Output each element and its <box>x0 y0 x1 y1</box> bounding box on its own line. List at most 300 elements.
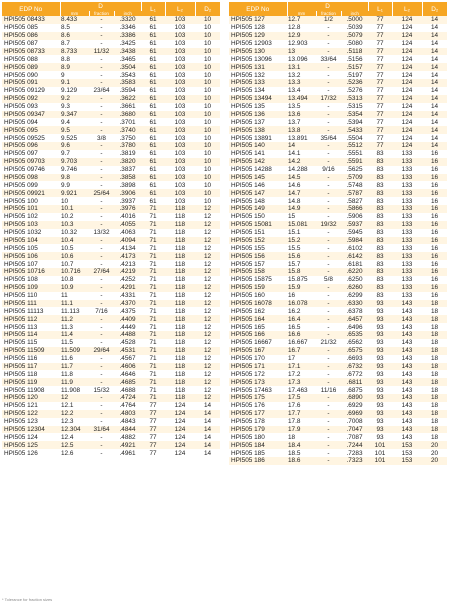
diameter-fraction-cell: - <box>89 118 114 126</box>
d2-cell: 10 <box>195 181 220 189</box>
l1-cell: 71 <box>141 300 165 308</box>
diameter-fraction-cell: - <box>316 402 341 410</box>
edp-number-cell: HPI505 11509 <box>2 347 60 355</box>
diameter-fraction-cell: - <box>89 16 114 24</box>
diameter-fraction-cell: - <box>89 221 114 229</box>
l1-cell: 93 <box>368 323 392 331</box>
table-row <box>2 370 220 378</box>
diameter-inch-cell: .5787 <box>341 189 368 197</box>
l2-cell: 124 <box>165 410 195 418</box>
diameter-mm-cell: 10.4 <box>60 237 89 245</box>
table-row <box>229 166 447 174</box>
d2-cell: 16 <box>422 189 447 197</box>
diameter-mm-cell: 9.6 <box>60 142 89 150</box>
table-row <box>229 95 447 103</box>
diameter-mm-cell: 11.7 <box>60 363 89 371</box>
d2-cell: 10 <box>195 87 220 95</box>
d2-cell: 14 <box>422 79 447 87</box>
l1-cell: 93 <box>368 339 392 347</box>
table-row <box>2 166 220 174</box>
d2-cell: 10 <box>195 189 220 197</box>
right-table-body <box>229 16 447 465</box>
l2-cell: 103 <box>165 134 195 142</box>
d2-cell: 14 <box>422 71 447 79</box>
l1-cell: 101 <box>368 441 392 449</box>
diameter-mm-cell: 8.733 <box>60 48 89 56</box>
diameter-inch-cell: .4882 <box>114 433 141 441</box>
diameter-inch-cell: .3976 <box>114 205 141 213</box>
diameter-mm-cell: 16.078 <box>287 300 316 308</box>
l1-cell: 83 <box>368 213 392 221</box>
l1-cell: 71 <box>141 260 165 268</box>
l2-cell: 124 <box>165 418 195 426</box>
diameter-mm-cell: 10.7 <box>60 260 89 268</box>
diameter-inch-cell: .6299 <box>341 292 368 300</box>
edp-number-cell: HPI505 09347 <box>2 111 60 119</box>
diameter-mm-cell: 13.6 <box>287 111 316 119</box>
l1-cell: 71 <box>141 378 165 386</box>
diameter-mm-cell: 17.7 <box>287 410 316 418</box>
edp-number-cell: HPI505 165 <box>229 323 287 331</box>
table-row <box>2 126 220 134</box>
diameter-mm-cell: 11.113 <box>60 307 89 315</box>
diameter-inch-cell: .3438 <box>114 48 141 56</box>
header-l2: L₂ <box>165 2 195 16</box>
l2-cell: 143 <box>392 410 422 418</box>
table-row <box>2 103 220 111</box>
edp-number-cell: HPI505 175 <box>229 394 287 402</box>
diameter-mm-cell: 16 <box>287 292 316 300</box>
diameter-inch-cell: .7047 <box>341 426 368 434</box>
l1-cell: 61 <box>141 103 165 111</box>
edp-number-cell: HPI505 146 <box>229 181 287 189</box>
d2-cell: 18 <box>422 347 447 355</box>
l2-cell: 103 <box>165 32 195 40</box>
diameter-mm-cell: 9.703 <box>60 158 89 166</box>
l1-cell: 61 <box>141 24 165 32</box>
diameter-fraction-cell: - <box>89 355 114 363</box>
l2-cell: 143 <box>392 402 422 410</box>
l1-cell: 71 <box>141 268 165 276</box>
l2-cell: 118 <box>165 244 195 252</box>
diameter-mm-cell: 9.9 <box>60 181 89 189</box>
l2-cell: 118 <box>165 268 195 276</box>
diameter-fraction-cell: - <box>316 158 341 166</box>
diameter-inch-cell: .5080 <box>341 40 368 48</box>
diameter-inch-cell: .6330 <box>341 300 368 308</box>
l2-cell: 124 <box>392 103 422 111</box>
diameter-fraction-cell: - <box>89 55 114 63</box>
d2-cell: 16 <box>422 205 447 213</box>
l2-cell: 118 <box>165 363 195 371</box>
d2-cell: 16 <box>422 292 447 300</box>
edp-number-cell: HPI505 155 <box>229 244 287 252</box>
l2-cell: 133 <box>392 166 422 174</box>
l1-cell: 77 <box>368 16 392 24</box>
diameter-inch-cell: .3701 <box>114 118 141 126</box>
diameter-fraction-cell: - <box>89 174 114 182</box>
diameter-mm-cell: 17.1 <box>287 363 316 371</box>
edp-number-cell: HPI505 096 <box>2 142 60 150</box>
l1-cell: 77 <box>368 24 392 32</box>
diameter-mm-cell: 12 <box>60 394 89 402</box>
diameter-mm-cell: 13.4 <box>287 87 316 95</box>
d2-cell: 10 <box>195 48 220 56</box>
table-row <box>2 441 220 449</box>
l1-cell: 71 <box>141 229 165 237</box>
diameter-inch-cell: .5866 <box>341 205 368 213</box>
diameter-mm-cell: 13.096 <box>287 55 316 63</box>
diameter-fraction-cell: - <box>89 181 114 189</box>
diameter-inch-cell: .4173 <box>114 252 141 260</box>
l2-cell: 103 <box>165 79 195 87</box>
table-row <box>2 189 220 197</box>
table-row <box>229 418 447 426</box>
diameter-inch-cell: .6181 <box>341 260 368 268</box>
diameter-fraction-cell: - <box>89 410 114 418</box>
l2-cell: 124 <box>392 126 422 134</box>
edp-number-cell: HPI505 128 <box>229 24 287 32</box>
diameter-inch-cell: .6732 <box>341 363 368 371</box>
edp-number-cell: HPI505 110 <box>2 292 60 300</box>
l1-cell: 83 <box>368 189 392 197</box>
diameter-fraction-cell: - <box>89 40 114 48</box>
l2-cell: 103 <box>165 55 195 63</box>
diameter-fraction-cell: - <box>316 441 341 449</box>
diameter-inch-cell: .3906 <box>114 189 141 197</box>
diameter-fraction-cell: - <box>316 150 341 158</box>
header-edp: EDP No <box>2 2 60 16</box>
diameter-fraction-cell: - <box>89 276 114 284</box>
d2-cell: 12 <box>195 394 220 402</box>
d2-cell: 12 <box>195 300 220 308</box>
diameter-inch-cell: .7323 <box>341 457 368 465</box>
l2-cell: 118 <box>165 378 195 386</box>
l1-cell: 71 <box>141 355 165 363</box>
diameter-mm-cell: 10.8 <box>60 276 89 284</box>
diameter-inch-cell: .4219 <box>114 268 141 276</box>
edp-number-cell: HPI505 124 <box>2 433 60 441</box>
diameter-mm-cell: 16.4 <box>287 315 316 323</box>
l2-cell: 124 <box>165 441 195 449</box>
edp-number-cell: HPI505 09129 <box>2 87 60 95</box>
diameter-fraction-cell: - <box>89 71 114 79</box>
l1-cell: 61 <box>141 55 165 63</box>
d2-cell: 12 <box>195 307 220 315</box>
diameter-mm-cell: 8.6 <box>60 32 89 40</box>
l1-cell: 77 <box>141 418 165 426</box>
table-row <box>2 111 220 119</box>
edp-number-cell: HPI505 170 <box>229 355 287 363</box>
edp-number-cell: HPI505 1032 <box>2 229 60 237</box>
d2-cell: 18 <box>422 300 447 308</box>
diameter-fraction-cell: - <box>316 237 341 245</box>
l2-cell: 118 <box>165 355 195 363</box>
l1-cell: 61 <box>141 79 165 87</box>
diameter-fraction-cell: 23/64 <box>89 87 114 95</box>
diameter-inch-cell: .7008 <box>341 418 368 426</box>
l1-cell: 77 <box>368 142 392 150</box>
l1-cell: 93 <box>368 370 392 378</box>
l2-cell: 133 <box>392 158 422 166</box>
l2-cell: 133 <box>392 260 422 268</box>
table-row <box>229 55 447 63</box>
diameter-fraction-cell: - <box>316 32 341 40</box>
diameter-inch-cell: .5000 <box>341 16 368 24</box>
l1-cell: 93 <box>368 394 392 402</box>
diameter-fraction-cell: - <box>89 331 114 339</box>
l1-cell: 93 <box>368 426 392 434</box>
l2-cell: 124 <box>392 118 422 126</box>
diameter-mm-cell: 15.875 <box>287 276 316 284</box>
d2-cell: 16 <box>422 260 447 268</box>
diameter-inch-cell: .4531 <box>114 347 141 355</box>
l1-cell: 77 <box>368 103 392 111</box>
diameter-mm-cell: 12.9 <box>287 32 316 40</box>
diameter-inch-cell: .7283 <box>341 449 368 457</box>
diameter-inch-cell: .6693 <box>341 355 368 363</box>
diameter-inch-cell: .6260 <box>341 284 368 292</box>
diameter-fraction-cell: 33/64 <box>316 55 341 63</box>
diameter-fraction-cell: - <box>89 79 114 87</box>
l2-cell: 103 <box>165 87 195 95</box>
l1-cell: 71 <box>141 386 165 394</box>
l2-cell: 103 <box>165 71 195 79</box>
l1-cell: 61 <box>141 166 165 174</box>
table-row <box>2 331 220 339</box>
table-row <box>2 205 220 213</box>
edp-number-cell: HPI505 16078 <box>229 300 287 308</box>
edp-number-cell: HPI505 134 <box>229 87 287 95</box>
d2-cell: 16 <box>422 213 447 221</box>
l1-cell: 83 <box>368 252 392 260</box>
edp-number-cell: HPI505 100 <box>2 197 60 205</box>
l2-cell: 103 <box>165 95 195 103</box>
diameter-fraction-cell: 31/64 <box>89 426 114 434</box>
diameter-fraction-cell: - <box>89 158 114 166</box>
diameter-fraction-cell: - <box>89 433 114 441</box>
diameter-mm-cell: 14.6 <box>287 181 316 189</box>
diameter-mm-cell: 17 <box>287 355 316 363</box>
table-row <box>2 252 220 260</box>
d2-cell: 14 <box>422 63 447 71</box>
edp-number-cell: HPI505 156 <box>229 252 287 260</box>
diameter-mm-cell: 8.5 <box>60 24 89 32</box>
diameter-inch-cell: .6250 <box>341 276 368 284</box>
diameter-fraction-cell: - <box>89 260 114 268</box>
d2-cell: 10 <box>195 55 220 63</box>
diameter-fraction-cell: 35/64 <box>316 134 341 142</box>
edp-number-cell: HPI505 176 <box>229 402 287 410</box>
d2-cell: 18 <box>422 418 447 426</box>
diameter-mm-cell: 13.891 <box>287 134 316 142</box>
diameter-mm-cell: 18.5 <box>287 449 316 457</box>
l1-cell: 61 <box>141 174 165 182</box>
edp-number-cell: HPI505 107 <box>2 260 60 268</box>
l2-cell: 133 <box>392 221 422 229</box>
diameter-inch-cell: .3465 <box>114 55 141 63</box>
diameter-inch-cell: .6142 <box>341 252 368 260</box>
l2-cell: 103 <box>165 40 195 48</box>
diameter-mm-cell: 11.3 <box>60 323 89 331</box>
edp-number-cell: HPI505 09703 <box>2 158 60 166</box>
diameter-fraction-cell: - <box>316 418 341 426</box>
table-row <box>2 237 220 245</box>
edp-number-cell: HPI505 166 <box>229 331 287 339</box>
table-row <box>229 229 447 237</box>
table-row <box>229 174 447 182</box>
table-row <box>2 418 220 426</box>
d2-cell: 12 <box>195 370 220 378</box>
diameter-inch-cell: .4844 <box>114 426 141 434</box>
d2-cell: 18 <box>422 410 447 418</box>
diameter-mm-cell: 14.5 <box>287 174 316 182</box>
header-d2: D₂ <box>195 2 220 16</box>
diameter-fraction-cell: - <box>89 142 114 150</box>
diameter-fraction-cell: - <box>316 213 341 221</box>
edp-number-cell: HPI505 177 <box>229 410 287 418</box>
l2-cell: 133 <box>392 252 422 260</box>
d2-cell: 12 <box>195 339 220 347</box>
table-row <box>2 40 220 48</box>
diameter-fraction-cell: 27/64 <box>89 268 114 276</box>
diameter-inch-cell: .5276 <box>341 87 368 95</box>
l2-cell: 133 <box>392 197 422 205</box>
header-fraction: fraction <box>89 11 114 16</box>
diameter-mm-cell: 8.9 <box>60 63 89 71</box>
d2-cell: 14 <box>422 48 447 56</box>
edp-number-cell: HPI505 17463 <box>229 386 287 394</box>
d2-cell: 16 <box>422 244 447 252</box>
right-size-table <box>229 2 447 465</box>
d2-cell: 18 <box>422 355 447 363</box>
l2-cell: 124 <box>392 24 422 32</box>
l1-cell: 83 <box>368 205 392 213</box>
diameter-fraction-cell: - <box>89 402 114 410</box>
diameter-inch-cell: .4488 <box>114 331 141 339</box>
l1-cell: 93 <box>368 378 392 386</box>
diameter-inch-cell: .7244 <box>341 441 368 449</box>
l2-cell: 124 <box>392 79 422 87</box>
diameter-inch-cell: .5156 <box>341 55 368 63</box>
diameter-inch-cell: .4606 <box>114 363 141 371</box>
d2-cell: 14 <box>422 16 447 24</box>
l2-cell: 133 <box>392 189 422 197</box>
l2-cell: 103 <box>165 16 195 24</box>
diameter-fraction-cell: - <box>316 197 341 205</box>
table-row <box>2 378 220 386</box>
l1-cell: 71 <box>141 307 165 315</box>
edp-number-cell: HPI505 142 <box>229 158 287 166</box>
d2-cell: 16 <box>422 158 447 166</box>
table-row <box>2 355 220 363</box>
edp-number-cell: HPI505 113 <box>2 323 60 331</box>
diameter-inch-cell: .6772 <box>341 370 368 378</box>
diameter-inch-cell: .5157 <box>341 63 368 71</box>
l1-cell: 93 <box>368 433 392 441</box>
diameter-inch-cell: .6875 <box>341 386 368 394</box>
table-row <box>229 315 447 323</box>
header-d2: D₂ <box>422 2 447 16</box>
diameter-mm-cell: 9.129 <box>60 87 89 95</box>
diameter-fraction-cell: 17/32 <box>316 95 341 103</box>
l1-cell: 93 <box>368 347 392 355</box>
table-row <box>2 48 220 56</box>
l1-cell: 83 <box>368 268 392 276</box>
table-row <box>229 402 447 410</box>
l2-cell: 124 <box>392 142 422 150</box>
diameter-mm-cell: 11.5 <box>60 339 89 347</box>
diameter-inch-cell: .4375 <box>114 307 141 315</box>
l2-cell: 133 <box>392 276 422 284</box>
table-row <box>229 347 447 355</box>
diameter-fraction-cell: - <box>89 394 114 402</box>
l1-cell: 71 <box>141 331 165 339</box>
diameter-mm-cell: 12.2 <box>60 410 89 418</box>
l2-cell: 103 <box>165 189 195 197</box>
diameter-fraction-cell: - <box>316 426 341 434</box>
edp-number-cell: HPI505 13096 <box>229 55 287 63</box>
l2-cell: 118 <box>165 205 195 213</box>
table-row <box>2 260 220 268</box>
diameter-inch-cell: .3594 <box>114 87 141 95</box>
diameter-mm-cell: 9.2 <box>60 95 89 103</box>
diameter-inch-cell: .5313 <box>341 95 368 103</box>
l2-cell: 103 <box>165 126 195 134</box>
l1-cell: 83 <box>368 292 392 300</box>
d2-cell: 18 <box>422 394 447 402</box>
l1-cell: 77 <box>141 433 165 441</box>
edp-number-cell: HPI505 114 <box>2 331 60 339</box>
l1-cell: 101 <box>368 449 392 457</box>
d2-cell: 18 <box>422 386 447 394</box>
l1-cell: 71 <box>141 339 165 347</box>
edp-number-cell: HPI505 109 <box>2 284 60 292</box>
table-row <box>2 158 220 166</box>
edp-number-cell: HPI505 131 <box>229 63 287 71</box>
l1-cell: 71 <box>141 292 165 300</box>
table-row <box>229 158 447 166</box>
d2-cell: 10 <box>195 103 220 111</box>
diameter-mm-cell: 15.2 <box>287 237 316 245</box>
diameter-fraction-cell: - <box>316 363 341 371</box>
diameter-mm-cell: 16.2 <box>287 307 316 315</box>
edp-number-cell: HPI505 089 <box>2 63 60 71</box>
edp-number-cell: HPI505 137 <box>229 118 287 126</box>
diameter-mm-cell: 15.6 <box>287 252 316 260</box>
table-row <box>229 410 447 418</box>
diameter-inch-cell: .4843 <box>114 418 141 426</box>
d2-cell: 20 <box>422 441 447 449</box>
d2-cell: 12 <box>195 378 220 386</box>
edp-number-cell: HPI505 108 <box>2 276 60 284</box>
edp-number-cell: HPI505 167 <box>229 347 287 355</box>
edp-number-cell: HPI505 105 <box>2 244 60 252</box>
d2-cell: 18 <box>422 363 447 371</box>
d2-cell: 14 <box>422 134 447 142</box>
l1-cell: 61 <box>141 150 165 158</box>
diameter-mm-cell: 12.5 <box>60 441 89 449</box>
edp-number-cell: HPI505 111 <box>2 300 60 308</box>
table-row <box>2 276 220 284</box>
d2-cell: 12 <box>195 284 220 292</box>
l2-cell: 103 <box>165 158 195 166</box>
l2-cell: 133 <box>392 237 422 245</box>
header-l1: L₁ <box>141 2 165 16</box>
edp-number-cell: HPI505 185 <box>229 449 287 457</box>
d2-cell: 16 <box>422 252 447 260</box>
d2-cell: 12 <box>195 213 220 221</box>
